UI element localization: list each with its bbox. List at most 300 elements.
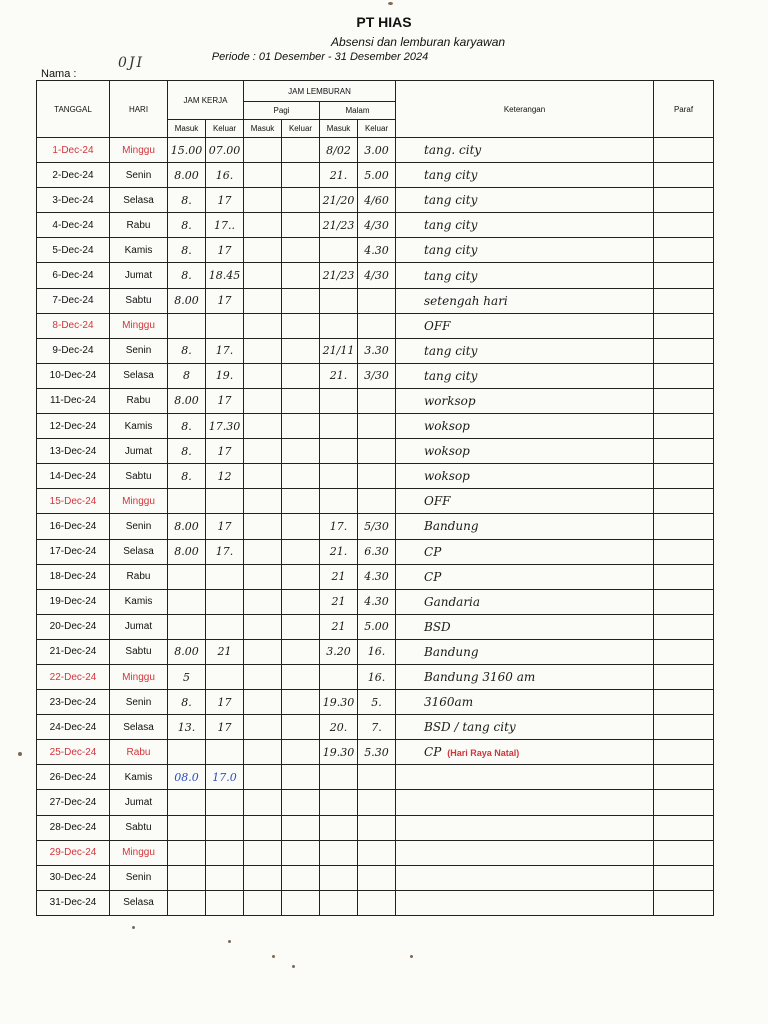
scan-speck [272,955,275,958]
paraf-cell [654,664,714,689]
malam-masuk-cell [320,388,358,413]
table-row [37,589,714,614]
keterangan-cell [396,639,654,664]
keterangan-text: tang city [424,243,478,258]
col-malam-masuk: Masuk [320,120,358,138]
malam-keluar-cell: 5.30 [358,740,396,765]
col-pagi: Pagi [244,102,320,120]
keterangan-cell [396,740,654,765]
paraf-cell [654,639,714,664]
kerja-keluar-cell: 17 [206,188,244,213]
date-cell: 29-Dec-24 [37,840,110,865]
kerja-keluar-cell [206,589,244,614]
date-cell: 10-Dec-24 [37,363,110,388]
table-row [37,414,714,439]
keterangan-text: CP [424,569,442,584]
kerja-masuk-cell: 5 [168,664,206,689]
pagi-masuk-cell [244,338,282,363]
table-row [37,564,714,589]
kerja-masuk-cell [168,815,206,840]
keterangan-text: tang city [424,268,478,283]
keterangan-cell [396,338,654,363]
pagi-keluar-cell [282,439,320,464]
col-tanggal: TANGGAL [37,81,110,138]
kerja-masuk-cell: 8.00 [168,514,206,539]
date-cell: 13-Dec-24 [37,439,110,464]
pagi-keluar-cell [282,514,320,539]
pagi-masuk-cell [244,238,282,263]
malam-keluar-cell [358,313,396,338]
table-row [37,163,714,188]
malam-masuk-cell: 21. [320,363,358,388]
pagi-keluar-cell [282,138,320,163]
malam-keluar-cell: 3/30 [358,363,396,388]
malam-keluar-cell: 7. [358,715,396,740]
date-cell: 1-Dec-24 [37,138,110,163]
paraf-cell [654,188,714,213]
day-cell: Minggu [110,313,168,338]
paraf-cell [654,539,714,564]
keterangan-text: tang city [424,343,478,358]
table-row [37,840,714,865]
malam-masuk-cell [320,439,358,464]
malam-keluar-cell: 3.30 [358,338,396,363]
kerja-keluar-cell [206,865,244,890]
day-cell: Minggu [110,138,168,163]
day-cell: Selasa [110,539,168,564]
pagi-masuk-cell [244,715,282,740]
malam-keluar-cell: 4.30 [358,564,396,589]
day-cell: Sabtu [110,464,168,489]
keterangan-cell [396,288,654,313]
table-row [37,740,714,765]
kerja-keluar-cell: 12 [206,464,244,489]
malam-masuk-cell [320,414,358,439]
keterangan-text: CP [424,745,442,760]
date-cell: 24-Dec-24 [37,715,110,740]
company-title: PT HIAS [356,14,412,30]
paraf-cell [654,865,714,890]
pagi-keluar-cell [282,840,320,865]
table-row [37,539,714,564]
kerja-keluar-cell: 16. [206,163,244,188]
kerja-keluar-cell [206,815,244,840]
keterangan-text: worksop [424,393,476,408]
col-jam-kerja: JAM KERJA [168,81,244,120]
pagi-masuk-cell [244,213,282,238]
pagi-keluar-cell [282,765,320,790]
malam-keluar-cell [358,890,396,915]
table-row [37,639,714,664]
malam-keluar-cell [358,388,396,413]
scan-speck [410,955,413,958]
keterangan-cell [396,564,654,589]
keterangan-cell [396,765,654,790]
keterangan-cell [396,790,654,815]
paraf-cell [654,263,714,288]
keterangan-text: CP [424,544,442,559]
keterangan-text: woksop [424,419,470,434]
date-cell: 14-Dec-24 [37,464,110,489]
kerja-keluar-cell: 17. [206,539,244,564]
date-cell: 16-Dec-24 [37,514,110,539]
paraf-cell [654,363,714,388]
keterangan-text: tang city [424,168,478,183]
paraf-cell [654,388,714,413]
day-cell: Selasa [110,363,168,388]
malam-masuk-cell: 21. [320,539,358,564]
kerja-keluar-cell: 17 [206,439,244,464]
keterangan-text: tang city [424,218,478,233]
day-cell: Kamis [110,589,168,614]
keterangan-cell [396,539,654,564]
malam-masuk-cell [320,464,358,489]
keterangan-cell [396,514,654,539]
table-row [37,890,714,915]
pagi-keluar-cell [282,614,320,639]
table-row [37,690,714,715]
attendance-table [36,80,714,916]
day-cell: Jumat [110,439,168,464]
scan-speck [292,965,295,968]
keterangan-text: Bandung [424,644,479,659]
nama-label: Nama : [41,68,77,80]
pagi-masuk-cell [244,464,282,489]
pagi-keluar-cell [282,263,320,288]
kerja-masuk-cell: 8.00 [168,288,206,313]
kerja-masuk-cell: 8.00 [168,388,206,413]
day-cell: Sabtu [110,288,168,313]
malam-keluar-cell: 16. [358,664,396,689]
malam-keluar-cell [358,840,396,865]
pagi-masuk-cell [244,890,282,915]
paraf-cell [654,439,714,464]
malam-keluar-cell: 4.30 [358,238,396,263]
pagi-masuk-cell [244,790,282,815]
paraf-cell [654,238,714,263]
date-cell: 6-Dec-24 [37,263,110,288]
malam-keluar-cell [358,288,396,313]
malam-keluar-cell: 4/30 [358,213,396,238]
pagi-masuk-cell [244,865,282,890]
malam-keluar-cell: 3.00 [358,138,396,163]
malam-masuk-cell [320,489,358,514]
keterangan-cell [396,213,654,238]
pagi-keluar-cell [282,639,320,664]
kerja-masuk-cell [168,564,206,589]
kerja-keluar-cell: 17 [206,388,244,413]
col-pagi-keluar: Keluar [282,120,320,138]
keterangan-text: tang city [424,368,478,383]
day-cell: Minggu [110,664,168,689]
malam-masuk-cell: 21/11 [320,338,358,363]
kerja-masuk-cell [168,790,206,815]
kerja-masuk-cell [168,614,206,639]
pagi-keluar-cell [282,539,320,564]
date-cell: 15-Dec-24 [37,489,110,514]
day-cell: Rabu [110,564,168,589]
keterangan-text: woksop [424,469,470,484]
day-cell: Jumat [110,263,168,288]
keterangan-cell [396,388,654,413]
nama-value: 0JI [118,55,145,71]
pagi-keluar-cell [282,338,320,363]
pagi-masuk-cell [244,489,282,514]
kerja-masuk-cell: 8. [168,263,206,288]
paraf-cell [654,489,714,514]
keterangan-cell [396,865,654,890]
col-keterangan: Keterangan [396,81,654,138]
kerja-keluar-cell [206,790,244,815]
kerja-masuk-cell: 15.00 [168,138,206,163]
paraf-cell [654,414,714,439]
date-cell: 2-Dec-24 [37,163,110,188]
keterangan-cell [396,313,654,338]
col-kerja-masuk: Masuk [168,120,206,138]
date-cell: 27-Dec-24 [37,790,110,815]
pagi-keluar-cell [282,865,320,890]
pagi-keluar-cell [282,589,320,614]
date-cell: 5-Dec-24 [37,238,110,263]
keterangan-cell [396,489,654,514]
malam-masuk-cell: 21 [320,589,358,614]
malam-masuk-cell [320,840,358,865]
paraf-cell [654,890,714,915]
kerja-masuk-cell: 8. [168,439,206,464]
malam-keluar-cell [358,464,396,489]
day-cell: Senin [110,514,168,539]
malam-keluar-cell [358,790,396,815]
table-row [37,464,714,489]
kerja-masuk-cell: 8. [168,690,206,715]
pagi-keluar-cell [282,288,320,313]
malam-keluar-cell: 5/30 [358,514,396,539]
malam-keluar-cell [358,439,396,464]
keterangan-cell [396,589,654,614]
date-cell: 20-Dec-24 [37,614,110,639]
kerja-masuk-cell: 8. [168,464,206,489]
kerja-keluar-cell: 17 [206,288,244,313]
date-cell: 25-Dec-24 [37,740,110,765]
col-paraf: Paraf [654,81,714,138]
paraf-cell [654,313,714,338]
paraf-cell [654,815,714,840]
malam-masuk-cell [320,790,358,815]
paraf-cell [654,740,714,765]
date-cell: 17-Dec-24 [37,539,110,564]
malam-masuk-cell: 21 [320,614,358,639]
keterangan-cell [396,890,654,915]
table-row [37,138,714,163]
pagi-keluar-cell [282,163,320,188]
malam-masuk-cell: 8/02 [320,138,358,163]
malam-masuk-cell: 21 [320,564,358,589]
kerja-masuk-cell [168,589,206,614]
day-cell: Selasa [110,715,168,740]
date-cell: 12-Dec-24 [37,414,110,439]
malam-masuk-cell [320,890,358,915]
keterangan-text: woksop [424,444,470,459]
malam-masuk-cell: 21/23 [320,213,358,238]
kerja-keluar-cell: 17 [206,715,244,740]
kerja-masuk-cell [168,890,206,915]
pagi-keluar-cell [282,213,320,238]
keterangan-text: BSD / tang city [424,720,516,735]
keterangan-cell [396,690,654,715]
kerja-masuk-cell: 8.00 [168,539,206,564]
malam-keluar-cell: 5. [358,690,396,715]
col-malam-keluar: Keluar [358,120,396,138]
pagi-masuk-cell [244,589,282,614]
pagi-masuk-cell [244,414,282,439]
pagi-keluar-cell [282,815,320,840]
malam-masuk-cell: 3.20 [320,639,358,664]
kerja-keluar-cell [206,740,244,765]
kerja-masuk-cell: 8.00 [168,163,206,188]
scan-speck [18,752,22,756]
date-cell: 28-Dec-24 [37,815,110,840]
table-row [37,514,714,539]
malam-keluar-cell: 4/30 [358,263,396,288]
pagi-masuk-cell [244,690,282,715]
malam-masuk-cell [320,765,358,790]
day-cell: Senin [110,163,168,188]
paraf-cell [654,589,714,614]
keterangan-text: OFF [424,494,451,509]
pagi-masuk-cell [244,539,282,564]
paraf-cell [654,790,714,815]
pagi-keluar-cell [282,313,320,338]
col-malam: Malam [320,102,396,120]
kerja-keluar-cell: 18.45 [206,263,244,288]
malam-masuk-cell: 21. [320,163,358,188]
kerja-keluar-cell [206,313,244,338]
keterangan-text: OFF [424,318,451,333]
paraf-cell [654,288,714,313]
malam-masuk-cell [320,238,358,263]
date-cell: 31-Dec-24 [37,890,110,915]
pagi-keluar-cell [282,489,320,514]
pagi-masuk-cell [244,138,282,163]
day-cell: Minggu [110,489,168,514]
table-row [37,664,714,689]
kerja-keluar-cell: 17.30 [206,414,244,439]
kerja-masuk-cell: 8 [168,363,206,388]
date-cell: 23-Dec-24 [37,690,110,715]
pagi-masuk-cell [244,815,282,840]
kerja-masuk-cell: 8. [168,338,206,363]
keterangan-text: Bandung [424,519,479,534]
date-cell: 21-Dec-24 [37,639,110,664]
malam-masuk-cell [320,313,358,338]
malam-masuk-cell: 19.30 [320,740,358,765]
kerja-masuk-cell [168,489,206,514]
malam-keluar-cell: 6.30 [358,539,396,564]
malam-masuk-cell [320,288,358,313]
malam-masuk-cell: 21/23 [320,263,358,288]
holiday-note: (Hari Raya Natal) [447,748,520,759]
kerja-keluar-cell: 19. [206,363,244,388]
pagi-masuk-cell [244,639,282,664]
pagi-masuk-cell [244,388,282,413]
pagi-masuk-cell [244,514,282,539]
pagi-keluar-cell [282,464,320,489]
date-cell: 30-Dec-24 [37,865,110,890]
pagi-keluar-cell [282,715,320,740]
malam-keluar-cell: 16. [358,639,396,664]
table-row [37,313,714,338]
date-cell: 11-Dec-24 [37,388,110,413]
table-row [37,188,714,213]
malam-masuk-cell [320,815,358,840]
table-row [37,363,714,388]
col-kerja-keluar: Keluar [206,120,244,138]
kerja-keluar-cell [206,564,244,589]
paraf-cell [654,690,714,715]
malam-keluar-cell: 5.00 [358,163,396,188]
date-cell: 22-Dec-24 [37,664,110,689]
keterangan-text: tang city [424,193,478,208]
table-row [37,865,714,890]
scan-speck [132,926,135,929]
pagi-masuk-cell [244,439,282,464]
period-label: Periode : 01 Desember - 31 Desember 2024 [211,51,429,63]
day-cell: Rabu [110,740,168,765]
paraf-cell [654,464,714,489]
pagi-masuk-cell [244,840,282,865]
table-row [37,288,714,313]
keterangan-cell [396,363,654,388]
pagi-keluar-cell [282,890,320,915]
paraf-cell [654,564,714,589]
col-jam-lemburan: JAM LEMBURAN [244,81,396,102]
kerja-keluar-cell: 07.00 [206,138,244,163]
malam-masuk-cell: 20. [320,715,358,740]
table-row [37,715,714,740]
pagi-keluar-cell [282,238,320,263]
scan-speck [228,940,231,943]
date-cell: 18-Dec-24 [37,564,110,589]
malam-masuk-cell: 19.30 [320,690,358,715]
pagi-keluar-cell [282,414,320,439]
pagi-masuk-cell [244,263,282,288]
paraf-cell [654,614,714,639]
keterangan-cell [396,238,654,263]
malam-keluar-cell [358,815,396,840]
malam-keluar-cell [358,765,396,790]
keterangan-cell [396,614,654,639]
pagi-keluar-cell [282,188,320,213]
pagi-keluar-cell [282,690,320,715]
kerja-keluar-cell: 21 [206,639,244,664]
col-hari: HARI [110,81,168,138]
kerja-keluar-cell [206,840,244,865]
table-row [37,489,714,514]
table-row [37,815,714,840]
kerja-keluar-cell [206,489,244,514]
day-cell: Sabtu [110,815,168,840]
date-cell: 9-Dec-24 [37,338,110,363]
pagi-keluar-cell [282,740,320,765]
pagi-masuk-cell [244,765,282,790]
pagi-masuk-cell [244,188,282,213]
day-cell: Kamis [110,238,168,263]
kerja-keluar-cell [206,664,244,689]
keterangan-cell [396,263,654,288]
kerja-masuk-cell [168,840,206,865]
table-row [37,263,714,288]
kerja-keluar-cell: 17.. [206,213,244,238]
